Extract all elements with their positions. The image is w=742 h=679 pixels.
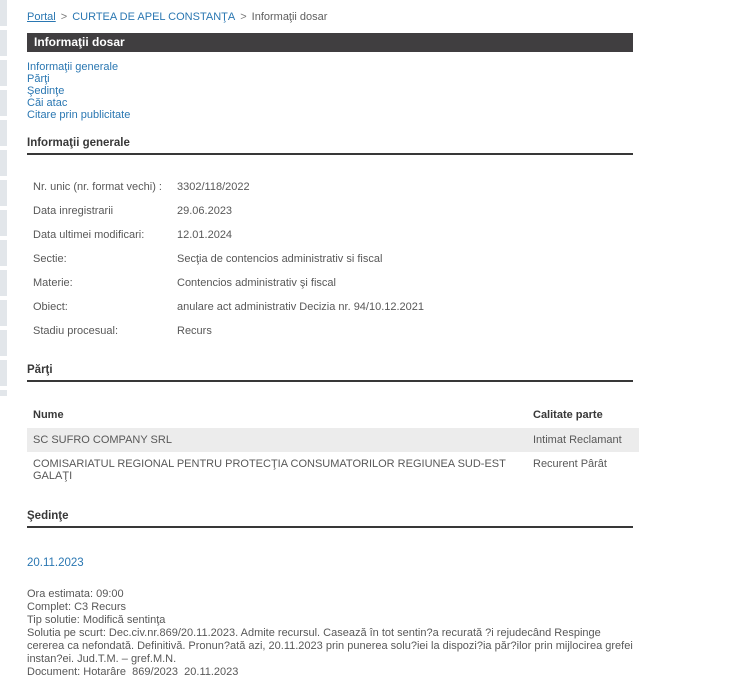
page-title-bar xyxy=(27,33,633,52)
parties-table-header xyxy=(27,403,639,428)
column-header-nume: Nume xyxy=(33,409,64,421)
hearing-panel: Complet: C3 Recurs xyxy=(27,601,127,613)
info-row-obiect xyxy=(27,295,639,319)
breadcrumb-link-portal[interactable]: Portal xyxy=(27,11,56,23)
party-name: SC SUFRO COMPANY SRL xyxy=(33,434,172,446)
parties-section-heading: Părţi xyxy=(27,364,633,382)
party-role: Recurent Pârât xyxy=(533,458,607,470)
party-role: Intimat Reclamant xyxy=(533,434,622,446)
left-nav-edge xyxy=(0,0,7,396)
party-name: COMISARIATUL REGIONAL PENTRU PROTECŢIA CONSUMATORILOR REGIUNEA SUD-EST GALAŢI xyxy=(33,458,506,482)
case-details-page xyxy=(27,0,639,679)
parties-table xyxy=(27,403,639,488)
breadcrumb-link-court[interactable]: CURTEA DE APEL CONSTANŢA xyxy=(72,11,236,23)
hearings-section-heading: Şedinţe xyxy=(27,510,633,528)
nav-link-informatii-generale[interactable]: Informaţii generale xyxy=(27,61,119,73)
general-section-heading: Informaţii generale xyxy=(27,137,633,155)
field-label: Obiect: xyxy=(33,301,68,313)
breadcrumb-separator: > xyxy=(240,11,247,23)
field-value: 29.06.2023 xyxy=(177,205,233,217)
section-nav xyxy=(27,61,639,121)
hearing-solution-type: Tip solutie: Modifică sentinţa xyxy=(27,614,166,626)
nav-link-cai-atac[interactable]: Căi atac xyxy=(27,97,68,109)
hearing-details xyxy=(27,588,639,679)
field-value: anulare act administrativ Decizia nr. 94/10.12.2021 xyxy=(177,301,425,313)
hearing-solution-summary: Solutia pe scurt: Dec.civ.nr.869/20.11.2023. Admite recursul. Casează în tot sentin?a recurată ?i rejudecând Respinge cererea ca nefondată. Definitivă. Pronun?ată azi, 20.11.2023 prin punerea solu?iei la dispozi?ia păr?ilor prin mijlocirea grefei instan?ei. Jud.T.M. – gref.M.N. xyxy=(27,627,636,665)
hearing-document: Document: Hotarâre 869/2023 20.11.2023 xyxy=(27,666,239,678)
column-header-calitate: Calitate parte xyxy=(533,409,603,421)
table-row xyxy=(27,428,639,452)
breadcrumb-current: Informaţii dosar xyxy=(251,11,328,23)
field-value: 12.01.2024 xyxy=(177,229,233,241)
info-row-materie xyxy=(27,271,639,295)
field-label: Nr. unic (nr. format vechi) : xyxy=(33,181,162,193)
field-value: Recurs xyxy=(177,325,212,337)
hearing-date-link[interactable]: 20.11.2023 xyxy=(27,557,84,569)
field-label: Materie: xyxy=(33,277,73,289)
field-label: Data inregistrarii xyxy=(33,205,114,217)
page-title: Informaţii dosar xyxy=(34,35,125,49)
nav-link-parti[interactable]: Părţi xyxy=(27,73,50,85)
info-row-data-inregistrarii xyxy=(27,199,639,223)
field-value: Secţia de contencios administrativ si fiscal xyxy=(177,253,383,265)
info-row-data-modificari xyxy=(27,223,639,247)
nav-link-sedinte[interactable]: Şedinţe xyxy=(27,85,65,97)
breadcrumb-separator: > xyxy=(60,11,68,23)
field-value: Contencios administrativ şi fiscal xyxy=(177,277,336,289)
field-label: Stadiu procesual: xyxy=(33,325,118,337)
field-label: Sectie: xyxy=(33,253,67,265)
table-row xyxy=(27,452,639,488)
info-row-stadiu xyxy=(27,319,639,343)
general-info-fields xyxy=(27,175,639,343)
info-row-nr-unic xyxy=(27,175,639,199)
info-row-sectie xyxy=(27,247,639,271)
field-label: Data ultimei modificari: xyxy=(33,229,145,241)
field-value: 3302/118/2022 xyxy=(177,181,250,193)
breadcrumb xyxy=(27,0,639,23)
nav-link-citare-publicitate[interactable]: Citare prin publicitate xyxy=(27,109,131,121)
hearing-time: Ora estimata: 09:00 xyxy=(27,588,124,600)
